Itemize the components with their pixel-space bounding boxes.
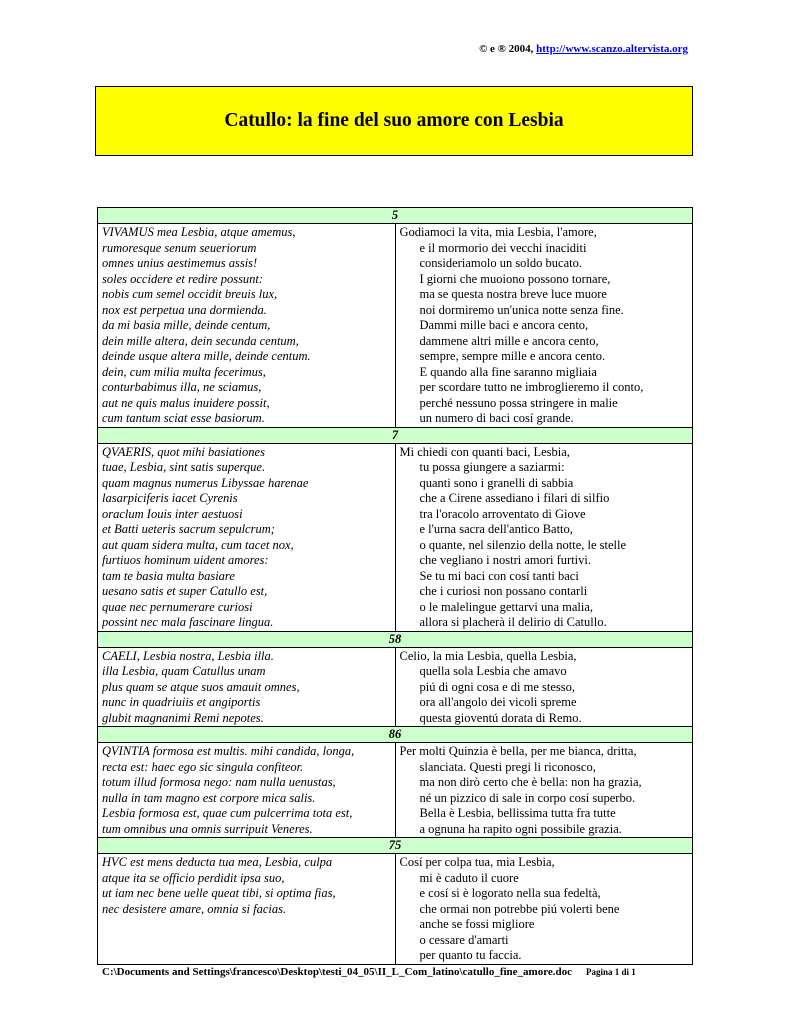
latin-line: nobis cum semel occidit breuis lux,: [102, 287, 278, 301]
italian-line: noi dormiremo un'unica notte senza fine.: [419, 302, 624, 317]
italian-line: consideriamolo un soldo bucato.: [419, 256, 582, 270]
italian-line: Godiamoci la vita, mia Lesbia, l'amore,: [399, 225, 597, 239]
latin-line: QVAERIS, quot mihi basiationes: [102, 444, 265, 459]
italian-line: mi è caduto il cuore: [419, 870, 519, 885]
latin-line: Lesbia formosa est, quae cum pulcerrima tota est,: [102, 806, 353, 820]
poem-number: 5: [98, 208, 693, 224]
copyright-notice: [479, 43, 688, 55]
latin-line: da mi basia mille, deinde centum,: [102, 318, 271, 332]
italian-line: Celio, la mia Lesbia, quella Lesbia,: [399, 648, 577, 663]
italian-line: tra l'oracolo arroventato di Giove: [419, 506, 586, 521]
latin-line: uesano satis et super Catullo est,: [102, 584, 268, 598]
latin-text: [98, 443, 396, 631]
poem-number: 86: [98, 727, 693, 743]
latin-line: nec desistere amare, omnia si facias.: [102, 901, 287, 916]
italian-line: che i curiosi non possano contarli: [419, 584, 588, 598]
italian-line: ora all'angolo dei vicoli spreme: [419, 695, 577, 709]
latin-line: rumoresque senum seueriorum: [102, 240, 257, 255]
latin-line: quae nec pernumerare curiosi: [102, 599, 253, 614]
poem-number: 58: [98, 631, 693, 647]
poem-number-row: [98, 838, 693, 854]
italian-line: anche se fossi migliore: [419, 917, 535, 931]
latin-line: aut ne quis malus inuidere possit,: [102, 395, 270, 410]
italian-line: slanciata. Questi pregi li riconosco,: [419, 759, 596, 774]
latin-line: lasarpiciferis iacet Cyrenis: [102, 491, 238, 505]
latin-text: [98, 743, 396, 838]
latin-line: tuae, Lesbia, sint satis superque.: [102, 460, 266, 474]
latin-line: atque ita se officio perdidit ipsa suo,: [102, 870, 285, 885]
latin-line: omnes unius aestimemus assis!: [102, 256, 258, 270]
italian-line: che ormai non potrebbe piú volerti bene: [419, 901, 620, 916]
italian-line: e il mormorio dei vecchi inaciditi: [419, 240, 587, 255]
poems-table: [97, 207, 693, 965]
italian-line: dammene altri mille e ancora cento,: [419, 333, 599, 348]
poem-number-row: [98, 427, 693, 443]
latin-line: ut iam nec bene uelle queat tibi, si optima fias,: [102, 886, 336, 900]
italian-text: [395, 443, 693, 631]
latin-line: CAELI, Lesbia nostra, Lesbia illa.: [102, 648, 274, 663]
latin-line: nunc in quadriuiis et angiportis: [102, 695, 261, 709]
italian-line: E quando alla fine saranno migliaia: [419, 364, 597, 379]
italian-line: ma se questa nostra breve luce muore: [419, 287, 607, 301]
italian-line: sempre, sempre mille e ancora cento.: [419, 349, 606, 363]
poem-number-row: [98, 208, 693, 224]
italian-text: [395, 854, 693, 965]
latin-line: deinde usque altera mille, deinde centum.: [102, 349, 311, 363]
latin-line: aut quam sidera multa, cum tacet nox,: [102, 537, 294, 552]
italian-line: per quanto tu faccia.: [419, 948, 522, 962]
italian-text: [395, 647, 693, 727]
italian-line: e l'urna sacra dell'antico Batto,: [419, 522, 573, 536]
latin-line: QVINTIA formosa est multis. mihi candida, longa,: [102, 744, 355, 758]
latin-text: [98, 647, 396, 727]
italian-line: che a Cirene assediano i filari di silfio: [419, 491, 610, 505]
latin-line: oraclum Iouis inter aestuosi: [102, 506, 243, 521]
latin-line: VIVAMUS mea Lesbia, atque amemus,: [102, 225, 296, 239]
poem-number: 75: [98, 838, 693, 854]
italian-line: Per molti Quinzia è bella, per me bianca, dritta,: [399, 744, 637, 758]
page-number: Pagina 1 di 1: [586, 967, 636, 977]
footer: [102, 966, 693, 978]
poem-text-row: [98, 443, 693, 631]
italian-line: o le malelingue gettarvi una malia,: [419, 599, 594, 614]
title-box: [95, 86, 693, 156]
italian-line: o cessare d'amarti: [419, 932, 509, 947]
poem-number: 7: [98, 427, 693, 443]
latin-line: illa Lesbia, quam Catullus unam: [102, 664, 266, 678]
italian-line: I giorni che muoiono possono tornare,: [419, 271, 611, 286]
italian-line: perché nessuno possa stringere in malie: [419, 395, 618, 410]
italian-line: questa gioventú dorata di Remo.: [419, 710, 582, 725]
poem-number-row: [98, 631, 693, 647]
italian-text: [395, 743, 693, 838]
italian-line: piú di ogni cosa e di me stesso,: [419, 679, 576, 694]
italian-line: Cosí per colpa tua, mia Lesbia,: [399, 855, 555, 869]
italian-line: quella sola Lesbia che amavo: [419, 664, 567, 678]
latin-line: dein mille altera, dein secunda centum,: [102, 333, 299, 348]
latin-line: conturbabimus illa, ne sciamus,: [102, 380, 262, 394]
italian-line: tu possa giungere a saziarmi:: [419, 460, 565, 474]
italian-line: Dammi mille baci e ancora cento,: [419, 318, 589, 332]
latin-line: et Batti ueteris sacrum sepulcrum;: [102, 522, 275, 536]
poem-text-row: [98, 854, 693, 965]
file-path: C:\Documents and Settings\francesco\Desktop\testi_04_05\II_L_Com_latino\catullo_fine_amore.doc: [102, 966, 573, 978]
italian-line: né un pizzico di sale in corpo cosí superbo.: [419, 790, 636, 805]
latin-line: glubit magnanimi Remi nepotes.: [102, 710, 264, 725]
italian-line: Mi chiedi con quanti baci, Lesbia,: [399, 444, 570, 459]
latin-line: recta est: haec ego sic singula confiteor.: [102, 759, 304, 774]
latin-line: cum tantum sciat esse basiorum.: [102, 411, 265, 425]
latin-text: [98, 224, 396, 428]
latin-line: nox est perpetua una dormienda.: [102, 302, 267, 317]
poem-text-row: [98, 743, 693, 838]
poem-text-row: [98, 647, 693, 727]
latin-line: plus quam se atque suos amauit omnes,: [102, 679, 300, 694]
latin-line: tam te basia multa basiare: [102, 568, 235, 583]
latin-line: totum illud formosa nego: nam nulla uenustas,: [102, 775, 336, 789]
website-link[interactable]: http://www.scanzo.altervista.org: [536, 43, 688, 55]
italian-line: un numero di baci cosí grande.: [419, 411, 574, 425]
latin-line: quam magnus numerus Libyssae harenae: [102, 475, 309, 490]
italian-line: che vegliano i nostri amori furtivi.: [419, 553, 591, 567]
poem-text-row: [98, 224, 693, 428]
page-title: Catullo: la fine del suo amore con Lesbia: [224, 110, 564, 131]
latin-line: HVC est mens deducta tua mea, Lesbia, culpa: [102, 855, 333, 869]
latin-line: tum omnibus una omnis surripuit Veneres.: [102, 821, 313, 836]
italian-text: [395, 224, 693, 428]
latin-line: soles occidere et redire possunt:: [102, 271, 264, 286]
italian-line: ma non dirò certo che è bella: non ha grazia,: [419, 775, 642, 789]
italian-line: Se tu mi baci con cosí tanti baci: [419, 568, 579, 583]
poem-number-row: [98, 727, 693, 743]
latin-line: dein, cum milia multa fecerimus,: [102, 364, 266, 379]
italian-line: per scordare tutto ne imbroglieremo il conto,: [419, 380, 644, 394]
italian-line: Bella è Lesbia, bellissima tutta fra tutte: [419, 806, 616, 820]
italian-line: e cosí si è logorato nella sua fedeltà,: [419, 886, 601, 900]
italian-line: o quante, nel silenzio della notte, le stelle: [419, 537, 627, 552]
italian-line: quanti sono i granelli di sabbia: [419, 475, 574, 490]
italian-line: allora si placherà il delirio di Catullo.: [419, 615, 607, 629]
copyright-text: © e ® 2004,: [479, 43, 537, 55]
latin-line: nulla in tam magno est corpore mica salis.: [102, 790, 316, 805]
latin-line: furtiuos hominum uident amores:: [102, 553, 269, 567]
latin-line: possint nec mala fascinare lingua.: [102, 615, 274, 629]
italian-line: a ognuna ha rapito ogni possibile grazia.: [419, 821, 622, 836]
latin-text: [98, 854, 396, 965]
